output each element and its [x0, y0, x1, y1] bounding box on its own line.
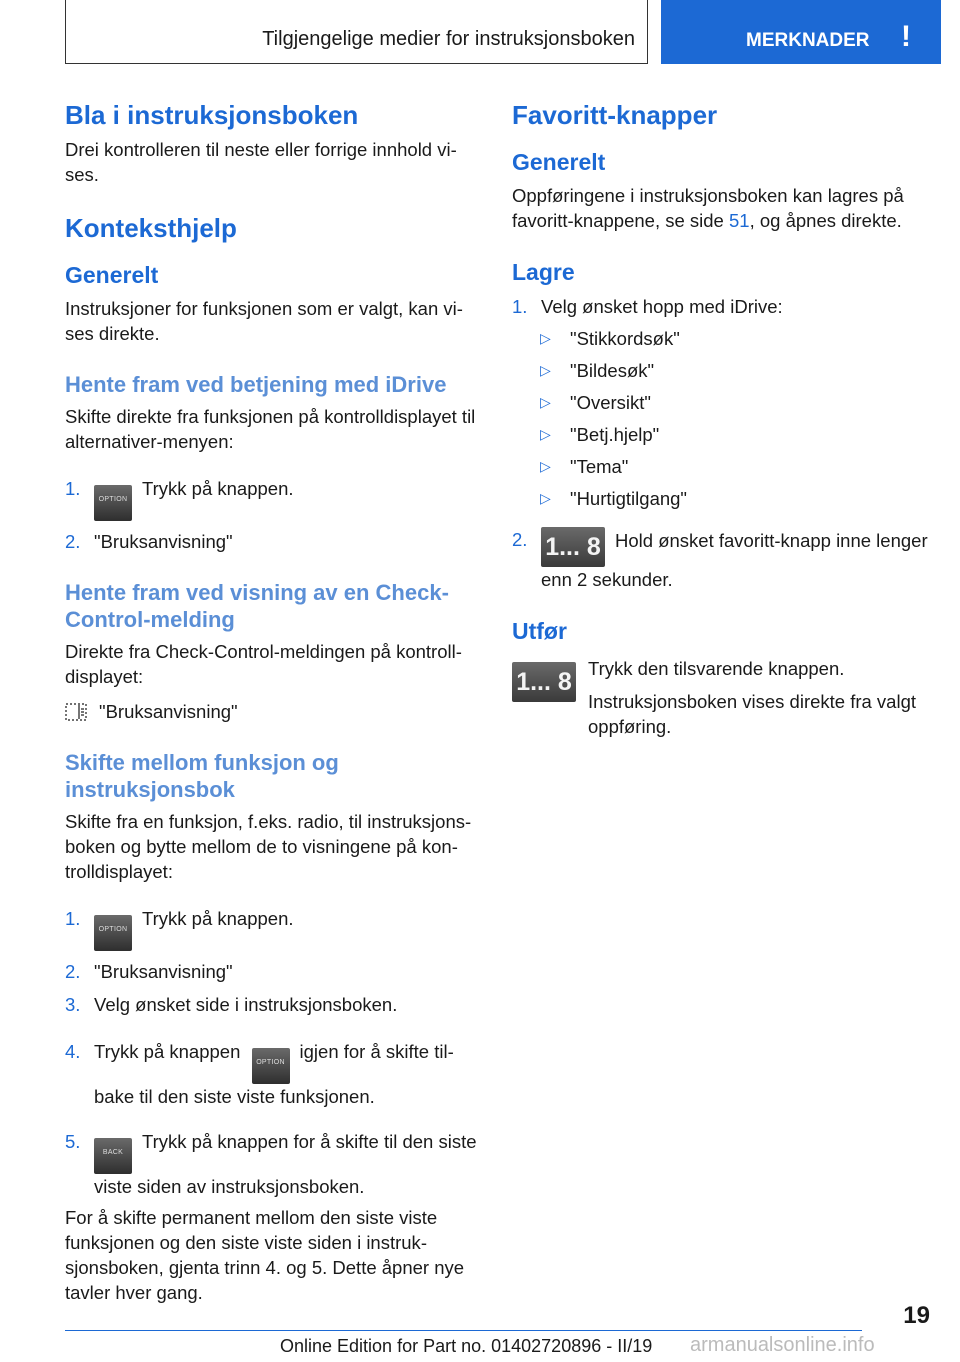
text-execute-2: Instruksjonsboken vises direkte fra valgt oppføring.	[588, 690, 917, 737]
option-item	[512, 390, 932, 415]
footer-edition: Online Edition for Part no. 01402720896 - II/19	[280, 1336, 653, 1356]
heading-browse: Bla i instruksjonsboken	[65, 100, 359, 130]
exclamation-icon: !	[901, 20, 911, 53]
option-button-icon: OPTION	[94, 915, 132, 951]
step-text: Trykk på knappen for å skifte til den siste viste siden av instruksjonsboken.	[94, 1130, 477, 1197]
execute-block	[512, 656, 932, 739]
list-item	[65, 476, 480, 521]
header-box	[65, 0, 648, 64]
list-item	[65, 992, 480, 1017]
right-column	[512, 100, 932, 739]
step-number: 1.	[512, 296, 528, 318]
list-item	[512, 294, 932, 319]
heading-save: Lagre	[512, 258, 575, 285]
step-text: "Bruksanvisning"	[94, 960, 233, 982]
step-number: 2.	[65, 531, 81, 553]
option-text: "Betj.hjelp"	[570, 424, 660, 446]
step-text: igjen for å skifte tilbake til den siste viste funksjonen.	[94, 1040, 454, 1107]
back-button-icon: BACK	[94, 1138, 132, 1174]
text-execute-1: Trykk den tilsvarende knappen.	[588, 657, 845, 679]
step-text: Trykk på knappen	[94, 1040, 241, 1062]
step-number: 2.	[65, 960, 81, 982]
heading-check-control: Hente fram ved visning av en Check-Control-melding	[65, 580, 449, 632]
text-general-right	[512, 183, 932, 233]
step-number: 5.	[65, 1130, 81, 1152]
step-number: 1.	[65, 478, 81, 500]
text-check-control: Direkte fra Check-Control-meldingen på kontrolldisplayet:	[65, 641, 462, 688]
page-number: 19	[903, 1302, 930, 1329]
header-title: Tilgjengelige medier for instruksjonsboken	[262, 28, 635, 50]
option-item	[512, 326, 932, 351]
step-text: Trykk på knappen.	[142, 907, 294, 929]
option-button-icon: OPTION	[252, 1048, 290, 1084]
list-item	[65, 529, 480, 554]
option-text: "Stikkordsøk"	[570, 328, 680, 350]
section-tab-label: MERKNADER	[746, 30, 870, 51]
option-text: "Tema"	[570, 456, 629, 478]
option-text: "Hurtigtilgang"	[570, 488, 687, 510]
page-link[interactable]: 51	[729, 209, 750, 231]
option-text: "Bildesøk"	[570, 360, 655, 382]
list-item	[65, 1039, 480, 1109]
heading-general-right: Generelt	[512, 149, 606, 176]
option-item	[512, 358, 932, 383]
text-idrive: Skifte direkte fra funksjonen på kontrolldisplayet til alternativer-menyen:	[65, 406, 476, 453]
step-text: Velg ønsket hopp med iDrive:	[541, 296, 783, 318]
triangle-bullet-icon: ▷	[540, 458, 551, 475]
option-item	[512, 422, 932, 447]
heading-context-help: Konteksthjelp	[65, 213, 237, 244]
triangle-bullet-icon: ▷	[540, 426, 551, 443]
text-part: , og åpnes direkte.	[749, 209, 902, 231]
text-browse: Drei kontrolleren til neste eller forrige innhold vises.	[65, 139, 457, 186]
left-column	[65, 100, 480, 1305]
step-number: 2.	[512, 529, 528, 551]
check-control-item	[65, 699, 480, 724]
text-general: Instruksjoner for funksjonen som er valgt, kan vises direkte.	[65, 297, 463, 344]
heading-idrive: Hente fram ved betjening med iDrive	[65, 371, 447, 397]
option-item	[512, 486, 932, 511]
text-part: Oppføringene i instruksjonsboken kan lagres på favoritt-knappene, se side	[512, 184, 904, 231]
list-item	[512, 527, 932, 592]
section-tab[interactable]	[661, 0, 941, 64]
favorite-buttons-icon: 1... 8	[541, 527, 605, 567]
heading-favorites: Favoritt-knapper	[512, 100, 718, 130]
manual-book-icon	[65, 703, 87, 721]
triangle-bullet-icon: ▷	[540, 490, 551, 507]
heading-switch: Skifte mellom funksjon og instruksjonsbok	[65, 750, 339, 802]
step-text: Hold ønsket favoritt-knapp inne lenger enn 2 sekunder.	[541, 530, 928, 591]
step-text: Velg ønsket side i instruksjonsboken.	[94, 993, 398, 1015]
heading-general: Generelt	[65, 262, 159, 289]
text-final: For å skifte permanent mellom den siste viste funksjonen og den siste viste siden i instruksjonsboken, gjenta trinn 4. og 5. Dette åpner nye tavler hver gang.	[65, 1206, 465, 1303]
list-item	[65, 1129, 480, 1199]
list-item	[65, 906, 480, 951]
step-number: 3.	[65, 993, 81, 1015]
step-number: 4.	[65, 1040, 81, 1062]
step-text: "Bruksanvisning"	[94, 531, 233, 553]
favorite-buttons-icon: 1... 8	[512, 662, 576, 702]
list-item	[65, 959, 480, 984]
heading-execute: Utfør	[512, 618, 567, 645]
text-switch: Skifte fra en funksjon, f.eks. radio, til instruksjonsboken og bytte mellom de to visningene på kontrolldisplayet:	[65, 810, 472, 882]
option-text: "Oversikt"	[570, 392, 651, 414]
step-text: Trykk på knappen.	[142, 478, 294, 500]
option-item	[512, 454, 932, 479]
option-button-icon: OPTION	[94, 485, 132, 521]
check-control-text: "Bruksanvisning"	[99, 701, 238, 723]
footer-divider	[65, 1330, 862, 1331]
watermark: armanualsonline.info	[690, 1334, 875, 1356]
step-number: 1.	[65, 907, 81, 929]
triangle-bullet-icon: ▷	[540, 330, 551, 347]
triangle-bullet-icon: ▷	[540, 394, 551, 411]
triangle-bullet-icon: ▷	[540, 362, 551, 379]
